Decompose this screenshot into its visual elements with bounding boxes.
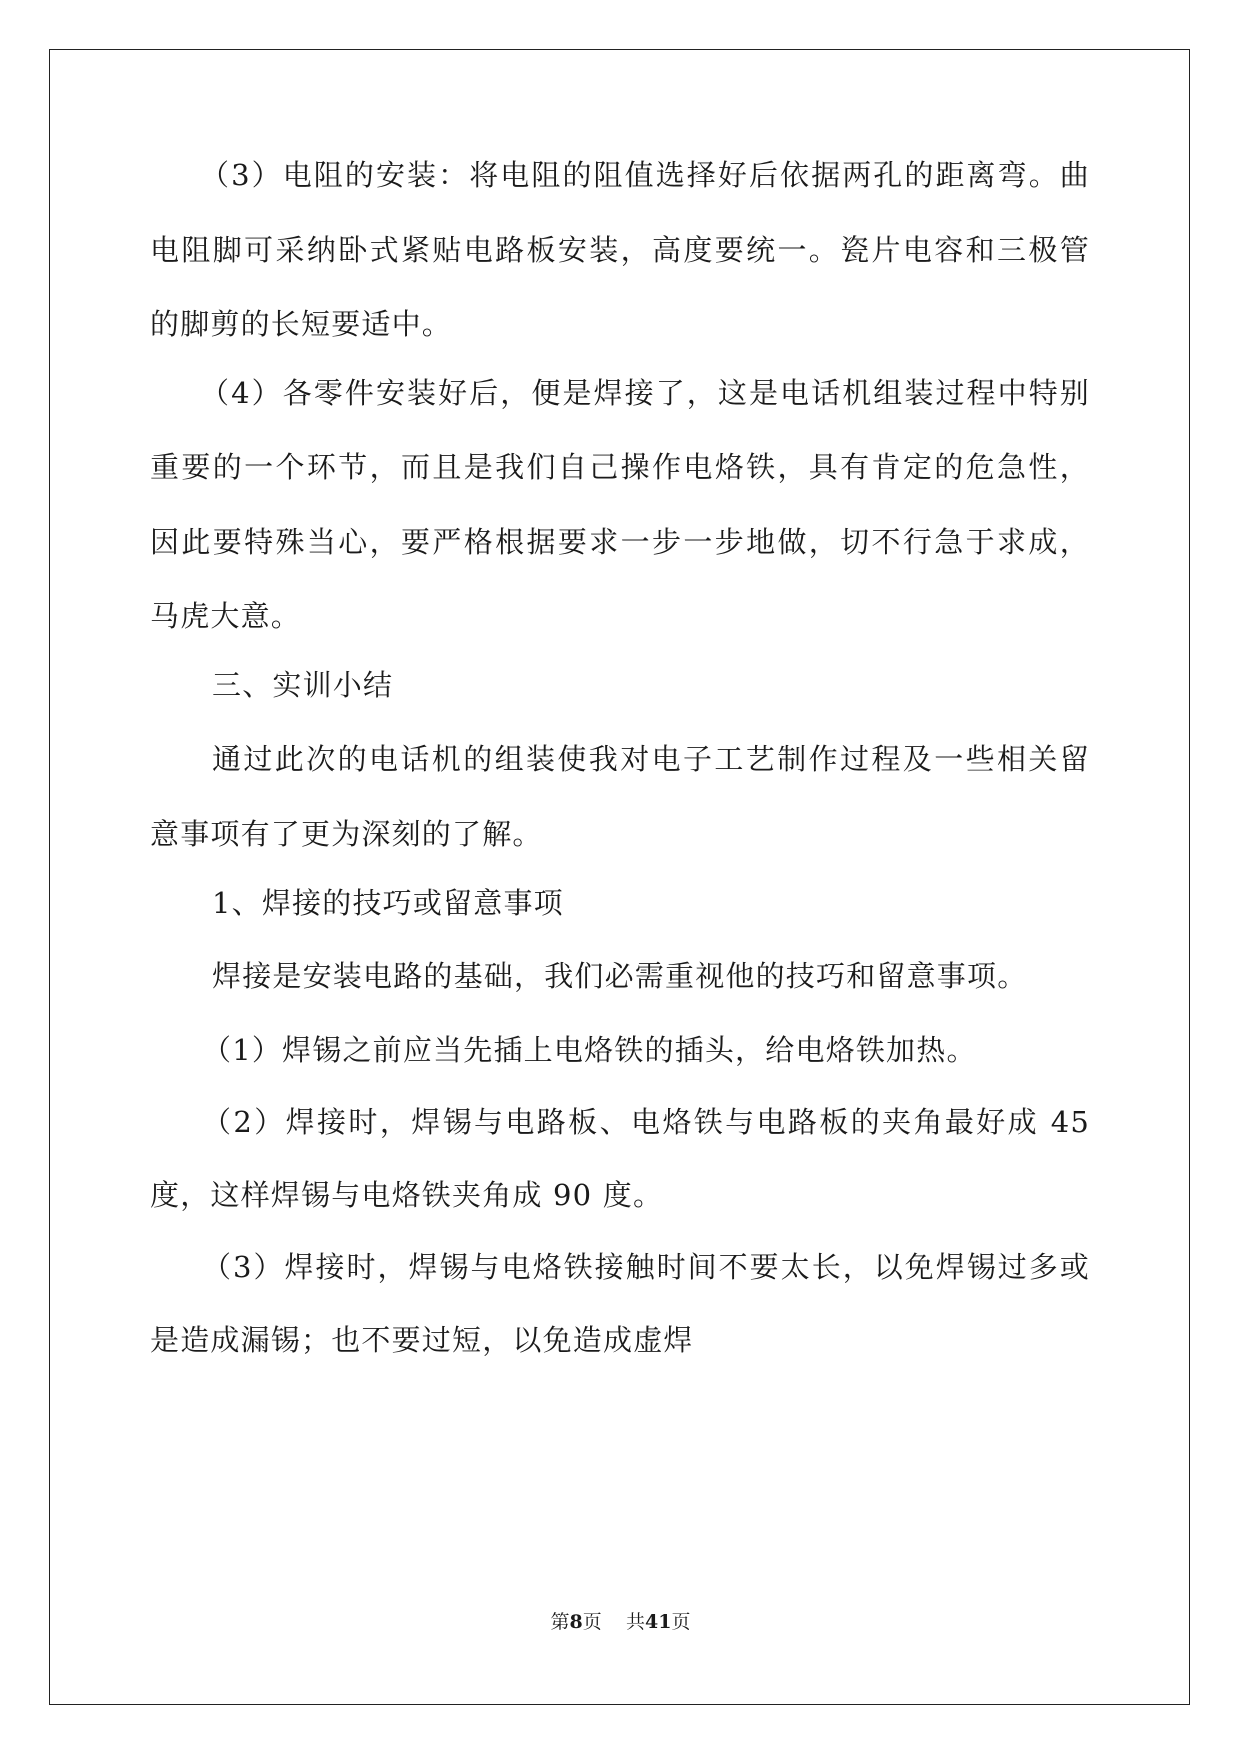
- paragraph-line: 重要的一个环节，而且是我们自己操作电烙铁，具有肯定的危急性，: [150, 450, 1090, 484]
- paragraph-line: 因此要特殊当心，要严格根据要求一步一步地做，切不行急于求成，: [150, 525, 1090, 559]
- paragraph-line: （3）电阻的安装：将电阻的阻值选择好后依据两孔的距离弯。曲: [200, 158, 1090, 192]
- footer-prefix: 第: [550, 1611, 570, 1633]
- paragraph-line: 焊接是安装电路的基础，我们必需重视他的技巧和留意事项。: [212, 959, 1028, 993]
- current-page-number: 8: [569, 1611, 583, 1633]
- paragraph-line: （3）焊接时，焊锡与电烙铁接触时间不要太长，以免焊锡过多或: [202, 1250, 1090, 1284]
- paragraph-line: （2）焊接时，焊锡与电路板、电烙铁与电路板的夹角最好成 45: [202, 1105, 1090, 1139]
- page-footer: [0, 1610, 1241, 1634]
- paragraph-line: 度，这样焊锡与电烙铁夹角成 90 度。: [150, 1178, 664, 1212]
- paragraph-line: 的脚剪的长短要适中。: [150, 307, 453, 341]
- total-page-count: 41: [644, 1611, 672, 1633]
- paragraph-line: 意事项有了更为深刻的了解。: [150, 817, 543, 851]
- paragraph-line: 通过此次的电话机的组装使我对电子工艺制作过程及一些相关留: [212, 742, 1090, 776]
- footer-total-suffix: 页: [671, 1611, 691, 1633]
- page-border: [49, 49, 1190, 1705]
- section-heading: 三、实训小结: [212, 668, 394, 702]
- paragraph-line: 是造成漏锡；也不要过短，以免造成虚焊: [150, 1323, 694, 1357]
- paragraph-line: （4）各零件安装好后，便是焊接了，这是电话机组装过程中特别: [200, 376, 1090, 410]
- footer-page-suffix: 页: [582, 1611, 602, 1633]
- footer-total-prefix: 共: [625, 1611, 645, 1633]
- paragraph-line: 电阻脚可采纳卧式紧贴电路板安装，高度要统一。瓷片电容和三极管: [150, 233, 1090, 267]
- subsection-heading: 1、焊接的技巧或留意事项: [212, 886, 564, 920]
- paragraph-line: 马虎大意。: [150, 599, 302, 633]
- paragraph-line: （1）焊锡之前应当先插上电烙铁的插头，给电烙铁加热。: [202, 1033, 977, 1067]
